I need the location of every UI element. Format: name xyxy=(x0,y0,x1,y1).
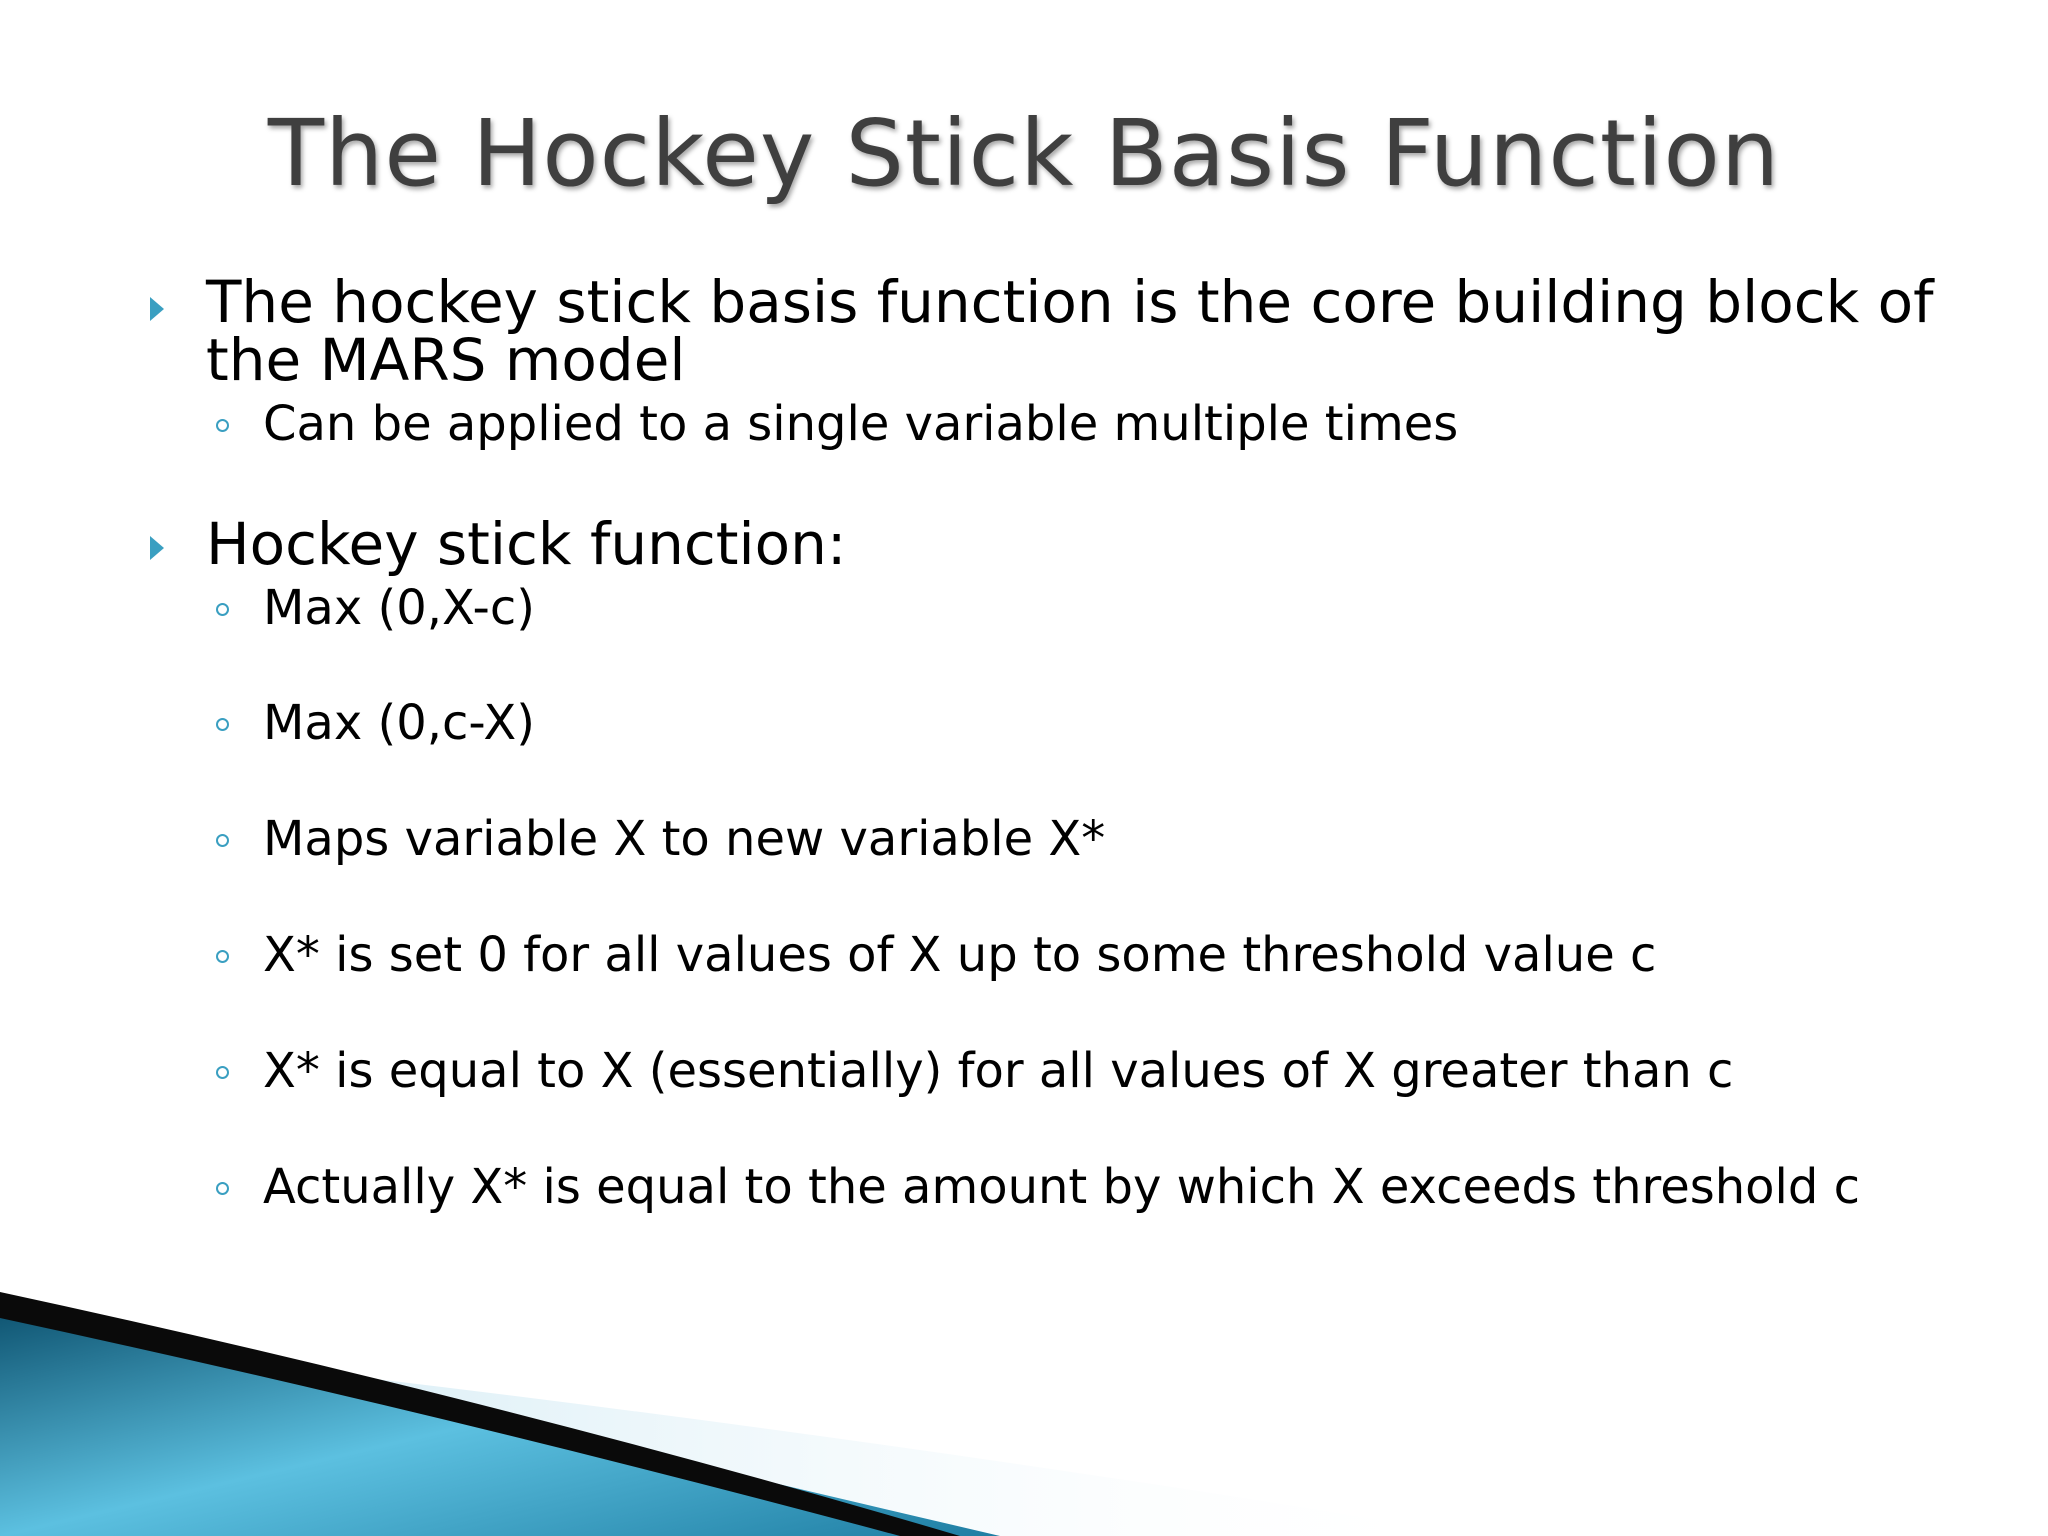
hollow-circle-icon xyxy=(216,419,229,432)
sub-bullet-2-3: Maps variable X to new variable X* xyxy=(263,811,1106,867)
hollow-circle-icon xyxy=(216,834,229,847)
sub-bullet-2-1: Max (0,X-c) xyxy=(263,580,535,636)
hollow-circle-icon xyxy=(216,1182,229,1195)
bullet-2: Hockey stick function: xyxy=(206,510,847,578)
sub-bullet-2-5: X* is equal to X (essentially) for all values of X greater than c xyxy=(263,1043,1734,1099)
triangle-right-icon xyxy=(150,536,164,560)
slide-title: The Hockey Stick Basis Function xyxy=(267,100,1781,207)
bullet-1: The hockey stick basis function is the core building block of the MARS model xyxy=(206,268,1934,394)
hollow-circle-icon xyxy=(216,603,229,616)
sub-bullet-2-4: X* is set 0 for all values of X up to some threshold value c xyxy=(263,927,1657,983)
hollow-circle-icon xyxy=(216,1066,229,1079)
sub-bullet-1-1: Can be applied to a single variable multiple times xyxy=(263,396,1459,452)
hollow-circle-icon xyxy=(216,950,229,963)
triangle-right-icon xyxy=(150,297,164,321)
hollow-circle-icon xyxy=(216,718,229,731)
sub-bullet-2-2: Max (0,c-X) xyxy=(263,695,535,751)
sub-bullet-2-6: Actually X* is equal to the amount by which X exceeds threshold c xyxy=(263,1159,1860,1215)
